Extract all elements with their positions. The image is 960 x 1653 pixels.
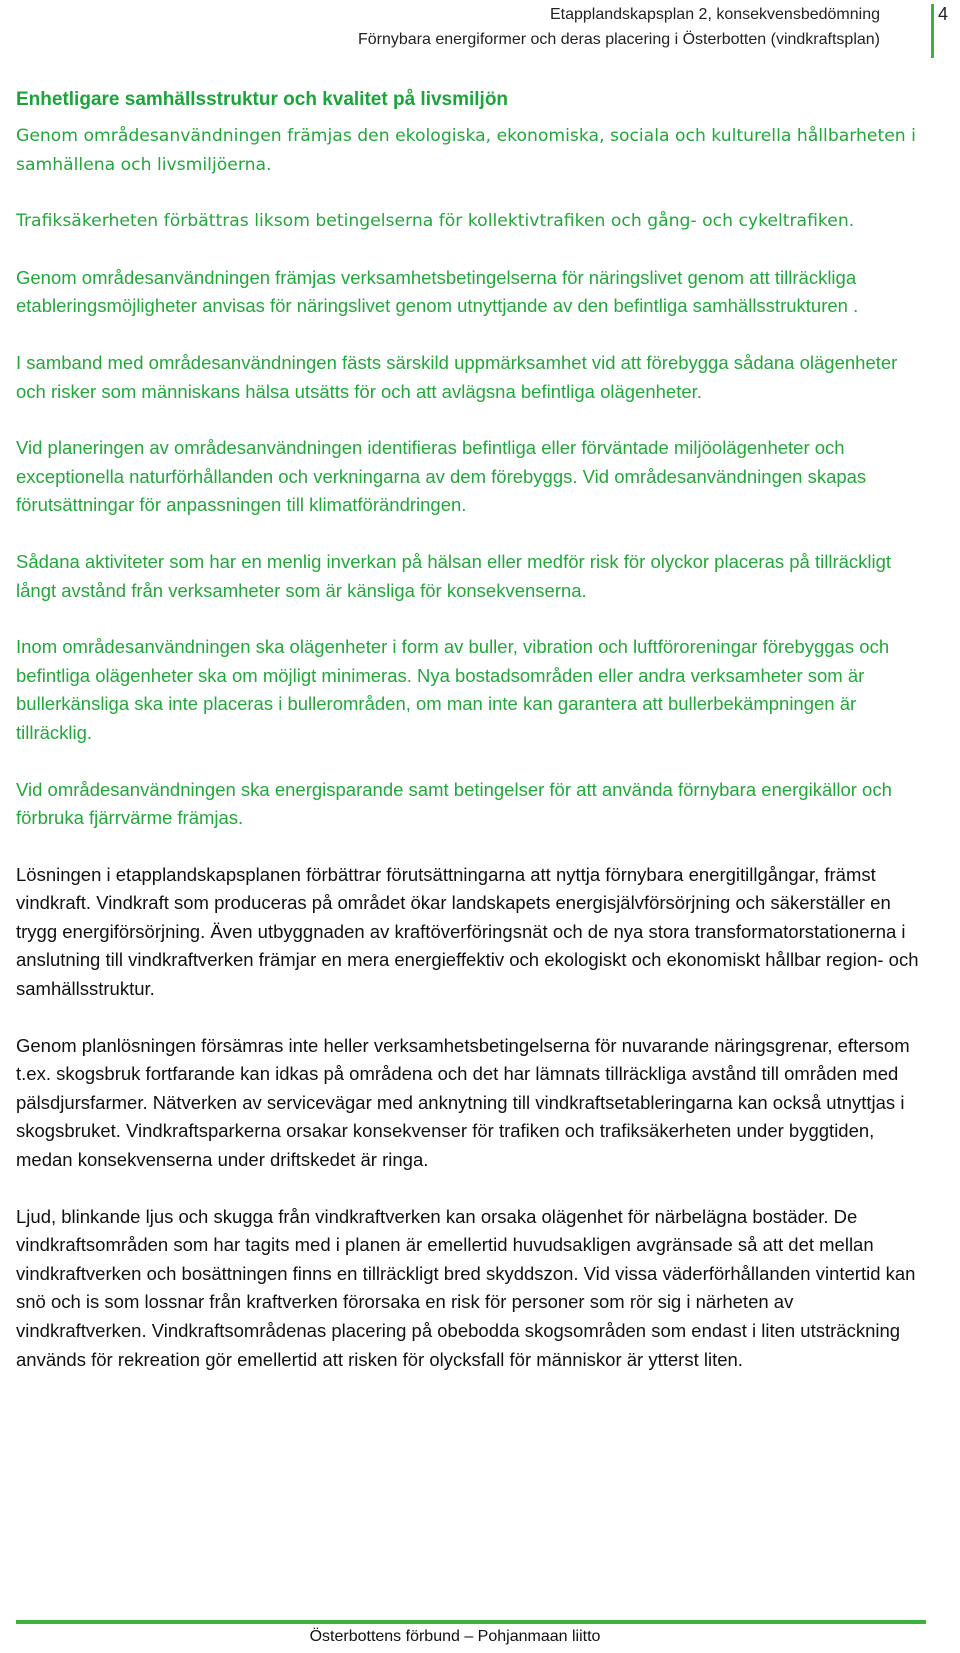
green-paragraph-3: Genom områdesanvändningen främjas verksamhetsbetingelserna för näringslivet genom att tillräckliga etableringsmöjligheter anvisas för näringslivet genom utnyttjande av den befintliga samhällsstrukturen . bbox=[16, 266, 859, 317]
header-title: Etapplandskapsplan 2, konsekvensbedömning bbox=[549, 6, 880, 23]
footer-rule bbox=[16, 1620, 926, 1624]
body-paragraph-3: Ljud, blinkande ljus och skugga från vindkraftverken kan orsaka olägenhet för närbelägna bostäder. De vindkraftsområden som har tagits med i planen är emellertid huvudsakligen avgränsade så att det mellan vindkraftverken och bosättningen finns en tillräckligt bred skyddszon. Vid vissa väderförhållanden vintertid kan snö och is som lossnar från kraftverken förorsaka en risk för personer som rör sig i närheten av vindkraftverken. Vindkraftsområdenas placering på obebodda skogsområden som endast i liten utsträckning används för rekreation gör emellertid att risken för olycksfall för människor är ytterst liten. bbox=[16, 1205, 916, 1370]
body-paragraph-2: Genom planlösningen försämras inte heller verksamhetsbetingelserna för nuvarande näringsgrenar, eftersom t.ex. skogsbruk fortfarande kan idkas på områdena och det har lämnats tillräckliga avstånd till områden med pälsdjursfarmer. Nätverken av servicevägar med anknytning till vindkraftsetableringarna kan också utnyttjas i skogsbruket. Vindkraftsparkerna orsakar konsekvenser för trafiken och trafiksäkerheten under byggtiden, medan konsekvenserna under driftskedet är ringa. bbox=[16, 1034, 910, 1171]
footer-text: Österbottens förbund – Pohjanmaan liitto bbox=[309, 1628, 601, 1645]
header-subtitle: Förnybara energiformer och deras placering i Österbotten (vindkraftsplan) bbox=[357, 31, 880, 48]
green-paragraph-5: Vid planeringen av områdesanvändningen identifieras befintliga eller förväntade miljöolägenheter och exceptionella naturförhållanden och verkningarna av dem förebyggs. Vid områdesanvändningen skapas förutsättningar för anpassningen till klimatförändringen. bbox=[16, 437, 867, 516]
green-paragraph-8: Vid områdesanvändningen ska energisparande samt betingelser för att använda förnybara energikällor och förbruka fjärrvärme främjas. bbox=[16, 778, 892, 829]
green-paragraph-2: Trafiksäkerheten förbättras liksom betingelserna för kollektivtrafiken och gång- och cykeltrafiken. bbox=[16, 211, 855, 232]
green-paragraph-4: I samband med områdesanvändningen fästs särskild uppmärksamhet vid att förebygga sådana olägenheter och risker som människans hälsa utsätts för och att avlägsna befintliga olägenheter. bbox=[16, 351, 898, 402]
page-content bbox=[16, 86, 921, 1402]
green-paragraph-1: Genom områdesanvändningen främjas den ekologiska, ekonomiska, sociala och kulturella hållbarheten i samhällena och livsmiljöerna. bbox=[16, 126, 916, 175]
header-vertical-rule bbox=[931, 4, 934, 58]
green-paragraph-7: Inom områdesanvändningen ska olägenheter i form av buller, vibration och luftföroreningar förebyggas och befintliga olägenheter ska om möjligt minimeras. Nya bostadsområden eller andra verksamheter som är bullerkänsliga ska inte placeras i bullerområden, om man inte kan garantera att bullerbekämpningen är tillräcklig. bbox=[16, 636, 890, 743]
green-paragraph-6: Sådana aktiviteter som har en menlig inverkan på hälsan eller medför risk för olyckor placeras på tillräckligt långt avstånd från verksamheter som är känsliga för konsekvenserna. bbox=[16, 550, 892, 601]
running-header bbox=[358, 0, 880, 52]
page-number: 4 bbox=[938, 4, 949, 24]
section-heading: Enhetligare samhällsstruktur och kvalitet på livsmiljön bbox=[16, 89, 509, 110]
body-paragraph-1: Lösningen i etapplandskapsplanen förbättrar förutsättningarna att nyttja förnybara energitillgångar, främst vindkraft. Vindkraft som produceras på området ökar landskapets energisjälvförsörjning och säkerställer en trygg energiförsörjning. Även utbyggnaden av kraftöverföringsnät och de nya stora transformatorstationerna i anslutning till vindkraftverken främjar en mera energieffektiv och ekologiskt och ekonomiskt hållbar region- och samhällsstruktur. bbox=[16, 863, 919, 1000]
